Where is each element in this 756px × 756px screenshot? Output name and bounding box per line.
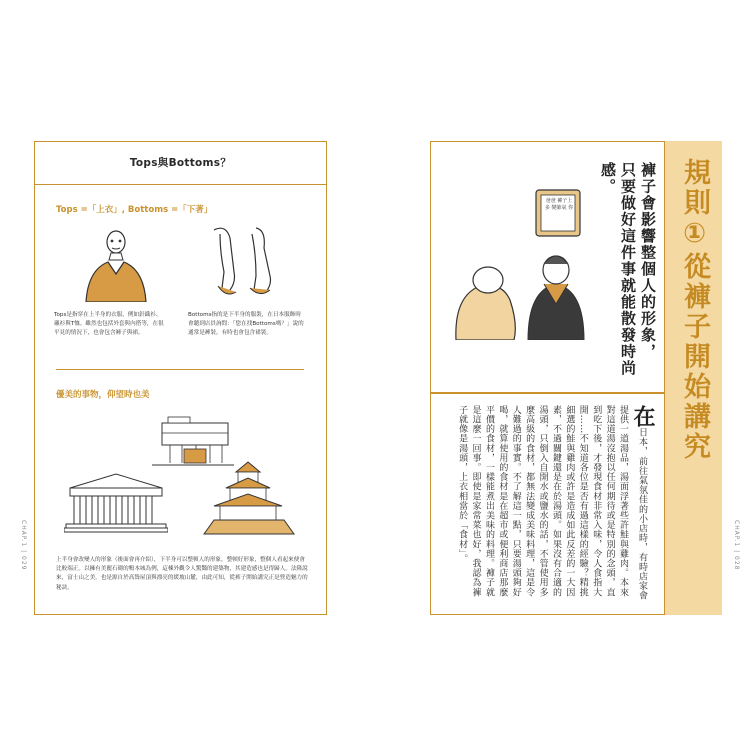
left-bottom-paragraph: 上半身會改變人的形象（後面會再介紹），下半身可以整頓人的形象，整頓好形象，整個人看起來便會比較端正。以擁有美麗石砌的鴨本城為例，這棟外觀令人驚豔的建築物，其建造感也是得歸人。法隆說來，富士山之美，也是源自於高聳屋頂與漂亮的緩坡山麓，由此可知，從裤子開始講究正是營造魅力的秘訣。	[56, 557, 308, 591]
right-body-paragraph: 日本，前往氣氛佳的小店時，有時店家會提供一道湯品，湯面浮著些許鮭與雞肉。本來對這道湯沒抱以任何期待或是特別的念頭，直到吃下後，才發現食材非常入味，令人食指大開……不知道各位是否有過這樣的經驗？精挑細選的鮭與雞肉或許是造成如此反差的一大因素，不過關鍵還是在於湯頭。如果沒有合適的湯頭，只倒入自開水或鹽水的話，不管使用多麼高級的食材，都無法變成美味料理，這是令人難過的事實。不了解這一點，只要湯頭夠好喝，就算使用的食材是在超市或便利商店那麼平價的食材，一樣能煮出美味的料理。褲子就是這麼一回事。即使是家常菜也好，我認為褲子就像是湯頭，上衣相當於「食材」。	[457, 405, 647, 601]
tagline	[598, 162, 658, 382]
parthenon-illustration	[64, 470, 168, 536]
tops-bottoms-subtitle: Tops =「上衣」, Bottoms =「下著」	[56, 205, 213, 215]
tops-man-illustration	[80, 226, 152, 302]
bottoms-description: Bottoms指的是下半身的服裝，在日本服飾時會聽到店員詢問：「您在找Bottoms嗎？」說的通常是褲裝，有時也會包含裙裝。	[188, 312, 304, 337]
beauty-section-title: 優美的事物，仰望時也美	[56, 390, 150, 400]
tagline-line-1: 褲子會影響整個人的形象，	[639, 162, 657, 360]
left-page-number: CHAP.1 | 029	[20, 520, 27, 571]
drop-cap: 在	[630, 405, 655, 428]
tagline-line-2: 只要做好這件事就能散發時尚感。	[599, 162, 637, 377]
right-body-text	[443, 405, 655, 605]
right-page-number: CHAP.1 | 028	[733, 520, 740, 571]
rule-title: 規則①從褲子開始講究	[679, 158, 710, 462]
tops-description: Tops是指穿在上半身的衣服，例如針織衫、襯衫與T恤。雖然也包括外套與內搭等，在很平見的情況下，也會包含褲子與裙。	[54, 312, 164, 337]
bottoms-legs-illustration	[200, 222, 282, 302]
right-horizontal-divider	[430, 392, 664, 394]
sign-text: 爸爸 褲子上多 變帥氣 你	[544, 198, 574, 211]
left-divider	[56, 369, 304, 370]
menu-sign-people-illustration	[448, 184, 598, 340]
left-page-header	[34, 141, 327, 185]
left-header-title: Tops與Bottoms？	[129, 157, 232, 169]
castle-illustration	[200, 458, 298, 538]
